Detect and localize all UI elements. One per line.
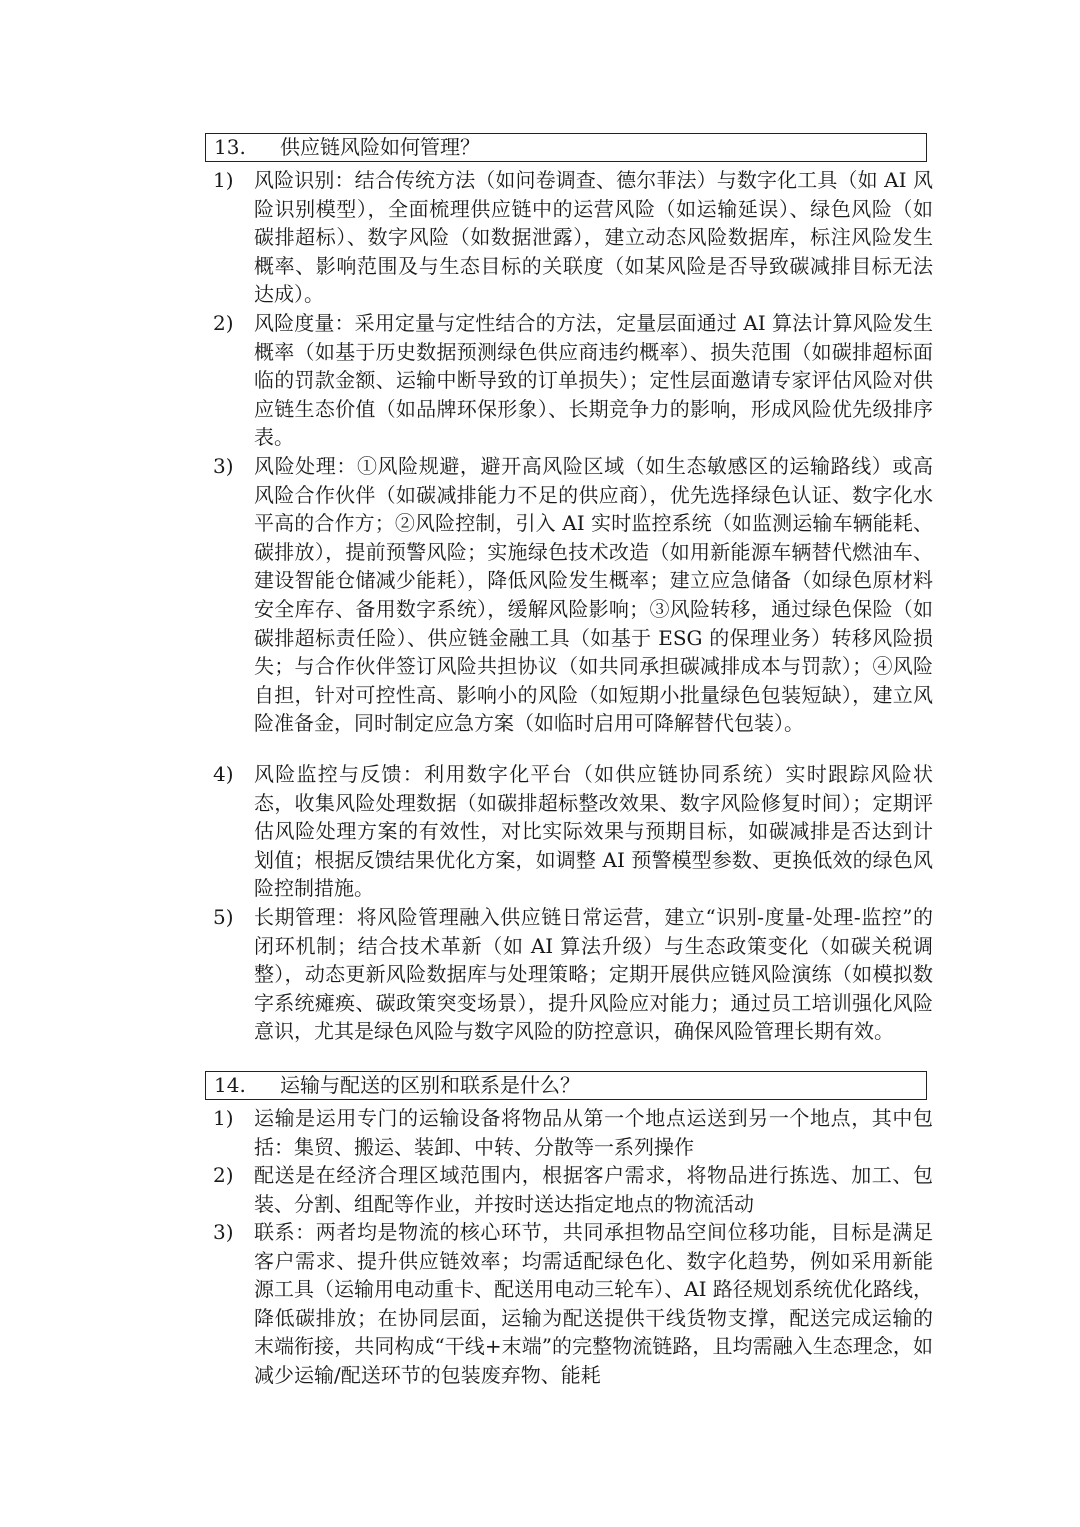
list-item	[213, 903, 933, 1046]
list-item-number: 5)	[213, 905, 234, 929]
list-item-text: 风险监控与反馈：利用数字化平台（如供应链协同系统）实时跟踪风险状态，收集风险处理数据（如碳排超标整改效果、数字风险修复时间）；定期评估风险处理方案的有效性，对比实际效果与预期目标，如碳减排是否达到计划值；根据反馈结果优化方案，如调整 AI 预警模型参数、更换低效的绿色风险控制措施。	[254, 762, 933, 901]
list-item-number: 3)	[213, 1220, 234, 1244]
list-item-number: 4)	[213, 762, 234, 786]
list-item-text: 联系：两者均是物流的核心环节，共同承担物品空间位移功能，目标是满足客户需求、提升供应链效率；均需适配绿色化、数字化趋势，例如采用新能源工具（运输用电动重卡、配送用电动三轮车）、AI 路径规划系统优化路线，降低碳排放；在协同层面，运输为配送提供干线货物支撑，配送完成运输的末端衔接，共同构成“干线+末端”的完整物流链路，且均需融入生态理念，如减少运输/配送环节的包装废弃物、能耗	[254, 1220, 933, 1387]
list-item	[213, 166, 933, 309]
list-item	[213, 1104, 933, 1161]
list-item-number: 1)	[213, 168, 234, 192]
question-number: 13.	[214, 135, 246, 159]
question-13-box	[205, 133, 927, 162]
list-item-text: 运输是运用专门的运输设备将物品从第一个地点运送到另一个地点，其中包括：集贸、搬运、装卸、中转、分散等一系列操作	[254, 1106, 933, 1159]
question-14-box	[205, 1071, 927, 1100]
list-item	[213, 1218, 933, 1390]
list-item-text: 风险处理：①风险规避，避开高风险区域（如生态敏感区的运输路线）或高风险合作伙伴（如碳减排能力不足的供应商），优先选择绿色认证、数字化水平高的合作方；②风险控制，引入 AI 实时监控系统（如监测运输车辆能耗、碳排放），提前预警风险；实施绿色技术改造（如用新能源车辆替代燃油车、建设智能仓储减少能耗），降低风险发生概率；建立应急储备（如绿色原材料安全库存、备用数字系统），缓解风险影响；③风险转移，通过绿色保险（如碳排超标责任险）、供应链金融工具（如基于 ESG 的保理业务）转移风险损失；与合作伙伴签订风险共担协议（如共同承担碳减排成本与罚款）；④风险自担，针对可控性高、影响小的风险（如短期小批量绿色包装短缺），建立风险准备金，同时制定应急方案（如临时启用可降解替代包装）。	[254, 454, 933, 736]
list-item-number: 3)	[213, 454, 234, 478]
list-item	[213, 309, 933, 452]
list-item	[213, 760, 933, 903]
list-item-text: 风险度量：采用定量与定性结合的方法，定量层面通过 AI 算法计算风险发生概率（如基于历史数据预测绿色供应商违约概率）、损失范围（如碳排超标面临的罚款金额、运输中断导致的订单损失）；定性层面邀请专家评估风险对供应链生态价值（如品牌环保形象）、长期竞争力的影响，形成风险优先级排序表。	[254, 311, 933, 450]
list-item-number: 2)	[213, 1163, 234, 1187]
list-item-text: 风险识别：结合传统方法（如问卷调查、德尔菲法）与数字化工具（如 AI 风险识别模型），全面梳理供应链中的运营风险（如运输延误）、绿色风险（如碳排超标）、数字风险（如数据泄露），建立动态风险数据库，标注风险发生概率、影响范围及与生态目标的关联度（如某风险是否导致碳减排目标无法达成）。	[254, 168, 933, 307]
list-item-text: 长期管理：将风险管理融入供应链日常运营，建立“识别-度量-处理-监控”的闭环机制；结合技术革新（如 AI 算法升级）与生态政策变化（如碳关税调整），动态更新风险数据库与处理策略；定期开展供应链风险演练（如模拟数字系统瘫痪、碳政策突变场景），提升风险应对能力；通过员工培训强化风险意识，尤其是绿色风险与数字风险的防控意识，确保风险管理长期有效。	[254, 905, 933, 1044]
list-item	[213, 452, 933, 738]
question-text: 供应链风险如何管理？	[280, 135, 480, 159]
list-item-text: 配送是在经济合理区域范围内，根据客户需求，将物品进行拣选、加工、包装、分割、组配等作业，并按时送达指定地点的物流活动	[254, 1163, 933, 1216]
list-item	[213, 1161, 933, 1218]
list-item-number: 1)	[213, 1106, 234, 1130]
question-number: 14.	[214, 1073, 246, 1097]
list-item-number: 2)	[213, 311, 234, 335]
question-text: 运输与配送的区别和联系是什么？	[280, 1073, 580, 1097]
